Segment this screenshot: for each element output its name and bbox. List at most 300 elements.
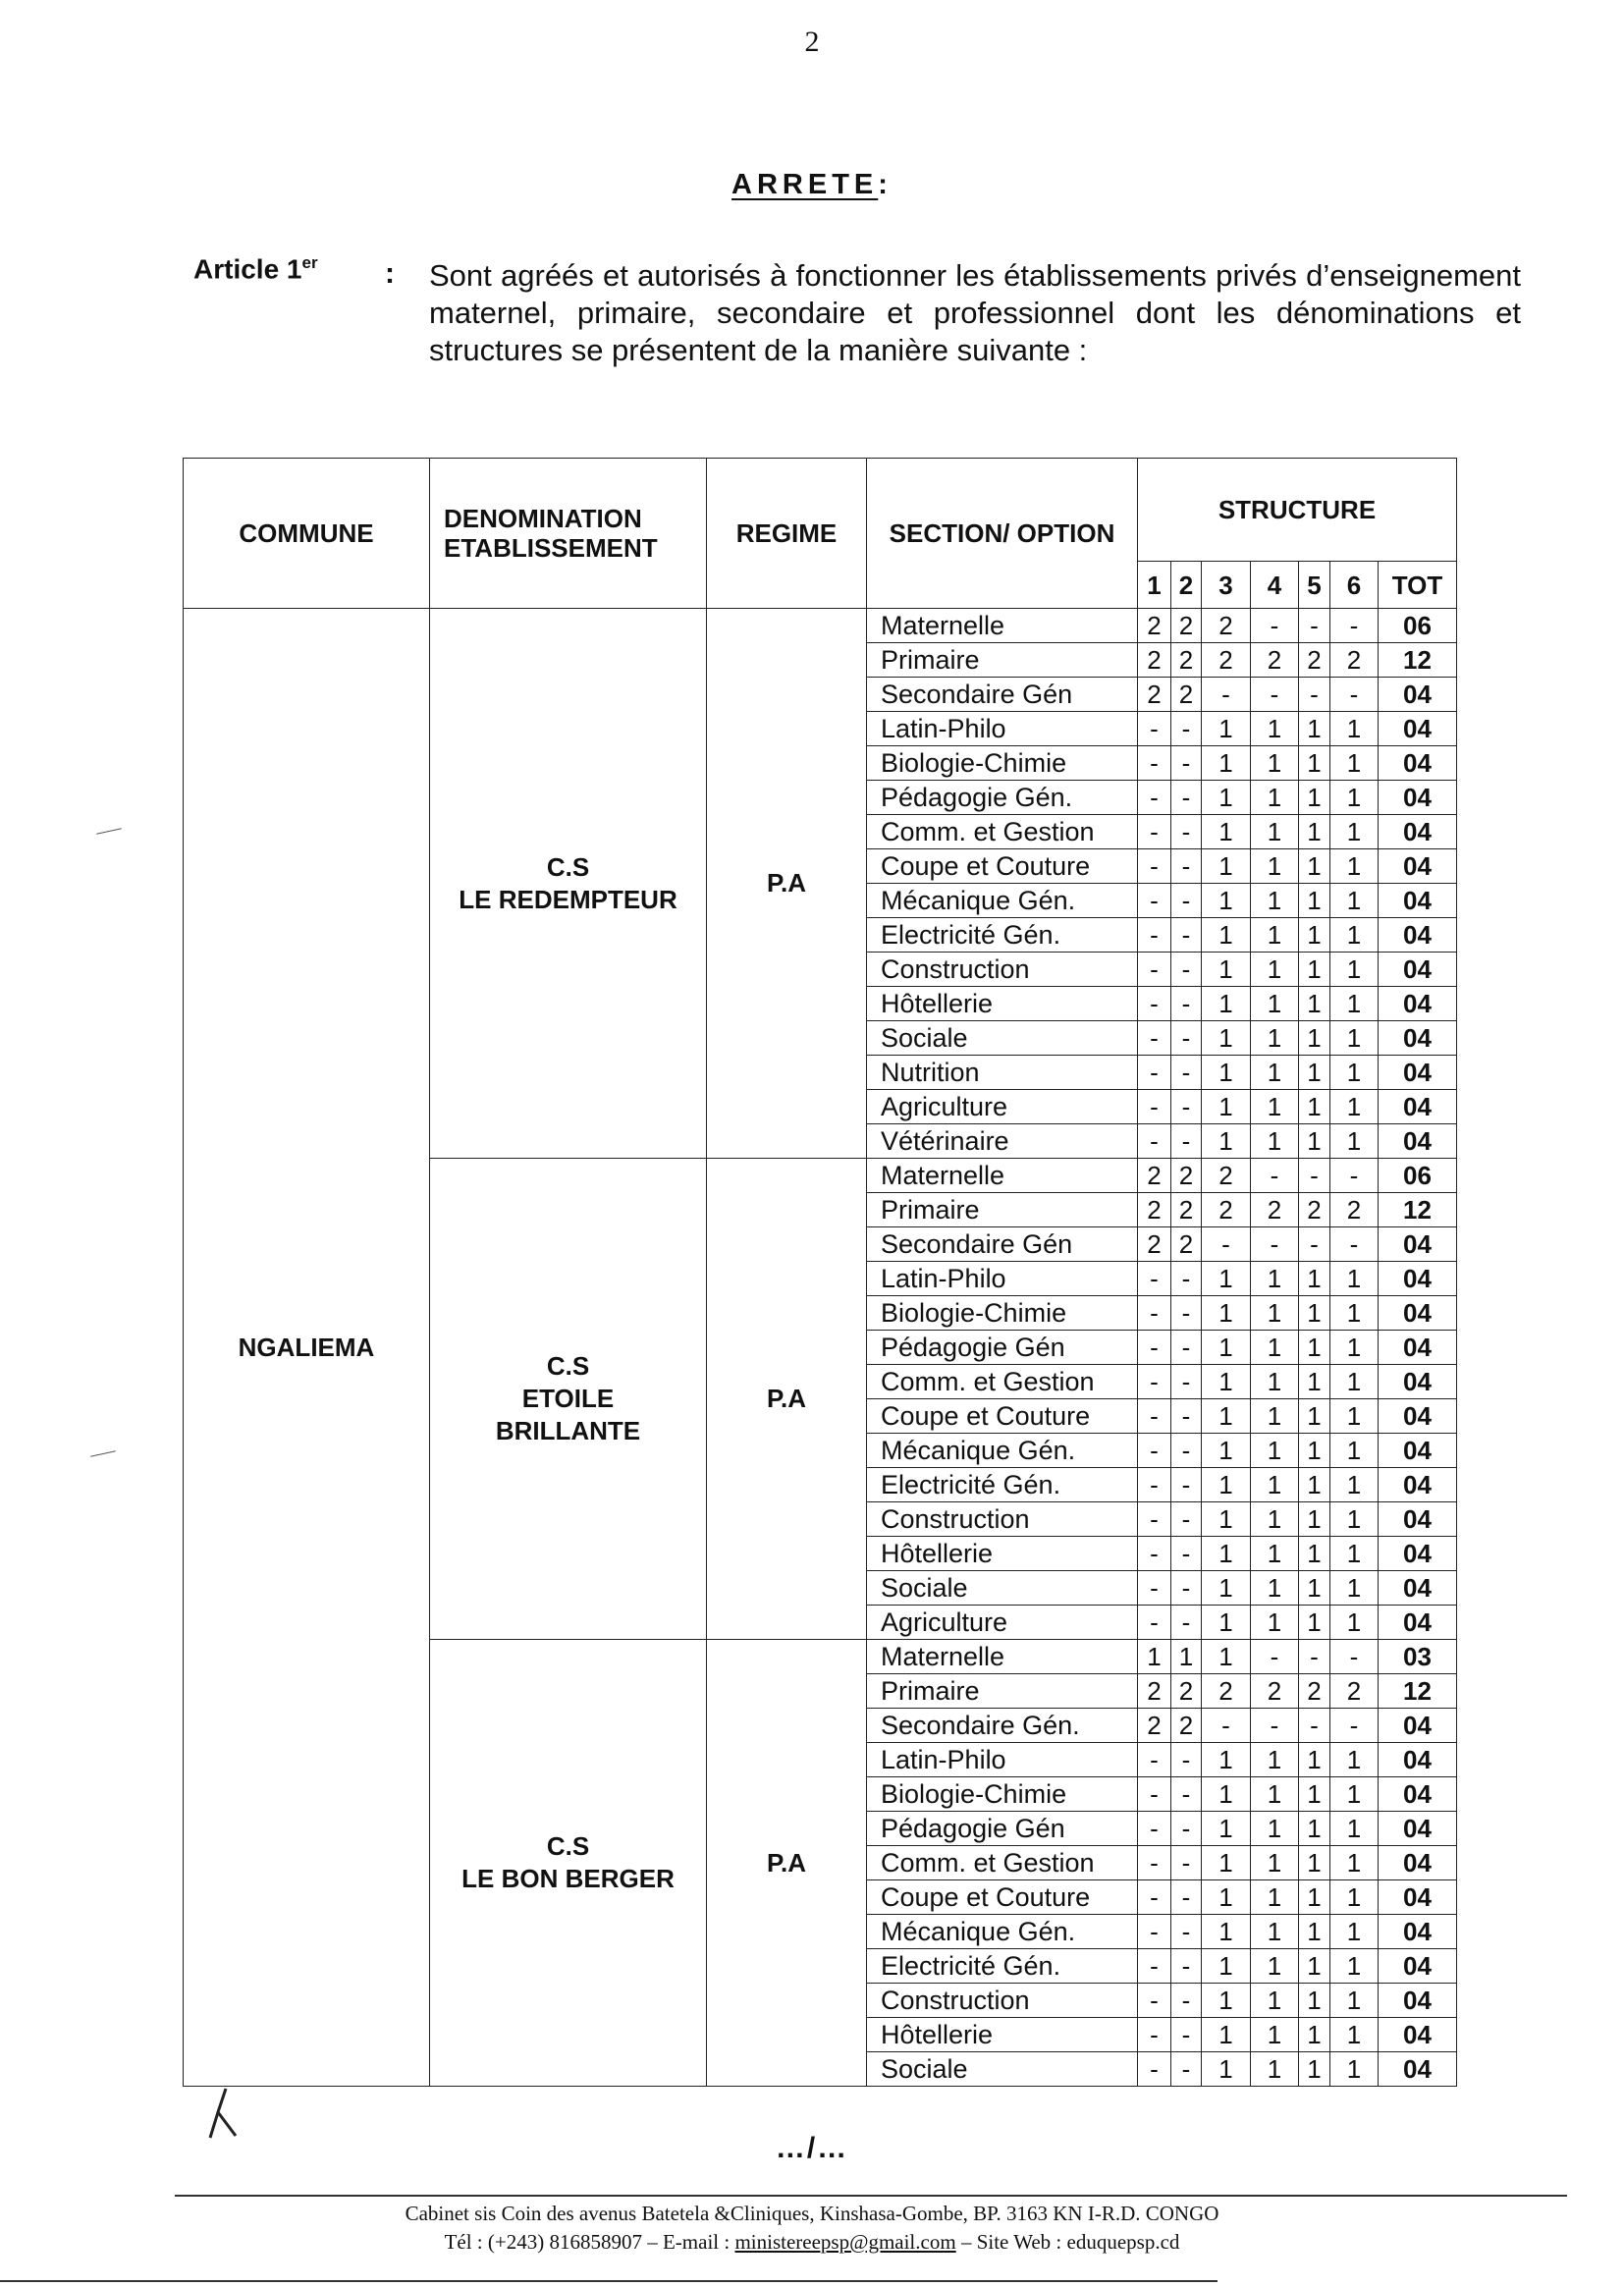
option-cell: Maternelle [867,609,1138,643]
structure-value-cell: - [1171,1056,1202,1090]
structure-value-cell: - [1330,678,1379,712]
option-cell: Hôtellerie [867,987,1138,1021]
structure-value-cell: 1 [1251,1606,1299,1640]
total-cell: 04 [1379,1434,1457,1468]
option-cell: Electricité Gén. [867,1468,1138,1502]
structure-value-cell: 2 [1299,1193,1330,1227]
structure-value-cell: - [1171,849,1202,884]
structure-value-cell: 1 [1202,1915,1251,1949]
margin-mark [90,1450,116,1456]
structure-value-cell: 1 [1202,1468,1251,1502]
structure-value-cell: 1 [1330,1331,1379,1365]
structure-value-cell: 2 [1202,1159,1251,1193]
structure-value-cell: 2 [1202,1193,1251,1227]
structure-value-cell: - [1330,1640,1379,1674]
structure-value-cell: 2 [1299,1674,1330,1709]
structure-value-cell: 1 [1299,1606,1330,1640]
structure-value-cell: 1 [1299,1399,1330,1434]
structure-value-cell: 2 [1202,1674,1251,1709]
total-cell: 04 [1379,1949,1457,1984]
structure-value-cell: 2 [1251,1674,1299,1709]
total-cell: 12 [1379,1193,1457,1227]
structure-value-cell: - [1171,1606,1202,1640]
structure-value-cell: 1 [1202,918,1251,953]
structure-value-cell: 1 [1251,1090,1299,1124]
structure-value-cell: 1 [1299,712,1330,746]
structure-value-cell: - [1171,918,1202,953]
option-cell: Hôtellerie [867,1537,1138,1571]
structure-value-cell: - [1138,1296,1171,1331]
total-cell: 04 [1379,1365,1457,1399]
structure-value-cell: 1 [1202,1262,1251,1296]
structure-value-cell: 2 [1330,643,1379,678]
structure-value-cell: 1 [1251,1777,1299,1812]
total-cell: 04 [1379,1709,1457,1743]
structure-value-cell: 1 [1251,781,1299,815]
structure-value-cell: 1 [1251,1571,1299,1606]
establishment-name-line: LE REDEMPTEUR [459,884,677,914]
structure-value-cell: - [1138,918,1171,953]
structure-value-cell: - [1171,815,1202,849]
structure-value-cell: - [1138,781,1171,815]
structure-value-cell: 1 [1202,1090,1251,1124]
total-cell: 04 [1379,987,1457,1021]
structure-value-cell: - [1171,1365,1202,1399]
header-col-1: 1 [1138,562,1171,609]
structure-value-cell: 1 [1330,953,1379,987]
structure-value-cell: 1 [1202,712,1251,746]
structure-value-cell: 1 [1330,712,1379,746]
structure-value-cell: 1 [1251,1296,1299,1331]
total-cell: 04 [1379,1399,1457,1434]
regime-cell: P.A [707,1159,867,1640]
total-cell: 04 [1379,1331,1457,1365]
structure-value-cell: 1 [1299,1880,1330,1915]
structure-value-cell: - [1171,1502,1202,1537]
structure-value-cell: - [1171,1743,1202,1777]
structure-value-cell: 1 [1299,1262,1330,1296]
establishment-name-cell [430,609,707,1159]
option-cell: Primaire [867,1674,1138,1709]
structure-value-cell: 2 [1171,1674,1202,1709]
structure-value-cell: - [1251,1640,1299,1674]
option-cell: Primaire [867,1193,1138,1227]
option-cell: Vétérinaire [867,1124,1138,1159]
total-cell: 04 [1379,2052,1457,2087]
footer-email-link[interactable]: ministereepsp@gmail.com [734,2230,956,2254]
total-cell: 04 [1379,1777,1457,1812]
structure-value-cell: 1 [1330,1468,1379,1502]
structure-value-cell: - [1171,1434,1202,1468]
structure-value-cell: - [1138,1606,1171,1640]
structure-value-cell: 1 [1299,1812,1330,1846]
structure-value-cell: 1 [1299,1502,1330,1537]
structure-value-cell: 1 [1202,1365,1251,1399]
total-cell: 04 [1379,1606,1457,1640]
structure-value-cell: - [1138,1915,1171,1949]
establishment-name-line: C.S [546,1831,590,1861]
option-cell: Maternelle [867,1640,1138,1674]
total-cell: 04 [1379,1090,1457,1124]
structure-value-cell: 1 [1330,1915,1379,1949]
structure-value-cell: 1 [1299,1090,1330,1124]
structure-value-cell: 1 [1330,815,1379,849]
total-cell: 04 [1379,712,1457,746]
structure-value-cell: 1 [1299,1434,1330,1468]
structure-value-cell: 2 [1330,1674,1379,1709]
structure-value-cell: 1 [1330,1606,1379,1640]
structure-value-cell: - [1171,1021,1202,1056]
structure-value-cell: 2 [1202,609,1251,643]
structure-value-cell: 1 [1202,1331,1251,1365]
option-cell: Pédagogie Gén [867,1331,1138,1365]
article-label-text: Article 1 [193,253,302,285]
structure-value-cell: - [1138,1880,1171,1915]
structure-value-cell: 1 [1202,1537,1251,1571]
structure-value-cell: 1 [1251,1949,1299,1984]
structure-value-cell: 1 [1202,849,1251,884]
structure-value-cell: 1 [1202,1296,1251,1331]
option-cell: Latin-Philo [867,1743,1138,1777]
structure-value-cell: 1 [1299,1056,1330,1090]
option-cell: Construction [867,953,1138,987]
structure-value-cell: 1 [1251,746,1299,781]
structure-value-cell: 1 [1330,746,1379,781]
structure-value-cell: - [1299,609,1330,643]
structure-value-cell: 1 [1299,2052,1330,2087]
article-text: Sont agréés et autorisés à fonctionner les établissements privés d’enseignement maternel, primaire, secondaire et professionnel dont les dénominations et structures se présentent de la manière suivante : [429,258,1521,367]
structure-value-cell: 1 [1330,1949,1379,1984]
header-col-2: 2 [1171,562,1202,609]
option-cell: Secondaire Gén [867,678,1138,712]
structure-value-cell: 2 [1171,609,1202,643]
continuation-mark: …/… [775,2132,849,2164]
total-cell: 12 [1379,643,1457,678]
total-cell: 12 [1379,1674,1457,1709]
structure-value-cell: - [1171,1777,1202,1812]
option-cell: Secondaire Gén [867,1227,1138,1262]
structure-value-cell: 1 [1299,1846,1330,1880]
article-colon: : [385,257,395,290]
total-cell: 04 [1379,1812,1457,1846]
structure-value-cell: 2 [1299,643,1330,678]
structure-value-cell: 1 [1251,1262,1299,1296]
structure-value-cell: 1 [1330,1984,1379,2018]
structure-value-cell: 1 [1299,884,1330,918]
option-cell: Nutrition [867,1056,1138,1090]
structure-value-cell: - [1138,1365,1171,1399]
structure-value-cell: 1 [1330,1399,1379,1434]
structure-value-cell: - [1330,1159,1379,1193]
total-cell: 04 [1379,1262,1457,1296]
structure-value-cell: - [1171,2052,1202,2087]
structure-value-cell: 1 [1202,884,1251,918]
structure-value-cell: 1 [1202,1399,1251,1434]
total-cell: 04 [1379,1124,1457,1159]
option-cell: Maternelle [867,1159,1138,1193]
total-cell: 04 [1379,678,1457,712]
structure-value-cell: 1 [1299,1777,1330,1812]
structure-value-cell: 1 [1251,1021,1299,1056]
footer-address: Cabinet sis Coin des avenus Batetela &Cliniques, Kinshasa-Gombe, BP. 3163 KN I-R.D. CONGO [405,2202,1219,2225]
page-title [0,169,1624,201]
establishment-name-cell [430,1159,707,1640]
structure-value-cell: 1 [1251,815,1299,849]
structure-value-cell: 1 [1202,1021,1251,1056]
structure-value-cell: - [1330,1709,1379,1743]
structure-value-cell: - [1138,2052,1171,2087]
structure-value-cell: 2 [1138,609,1171,643]
structure-table-body [184,609,1457,2087]
structure-value-cell: 1 [1299,1296,1330,1331]
margin-mark [96,828,122,834]
structure-value-cell: 2 [1171,1227,1202,1262]
structure-value-cell: - [1171,1984,1202,2018]
structure-value-cell: 1 [1299,849,1330,884]
structure-value-cell: 1 [1299,1984,1330,2018]
structure-value-cell: 1 [1202,1743,1251,1777]
option-cell: Sociale [867,1571,1138,1606]
structure-value-cell: 1 [1299,918,1330,953]
structure-value-cell: - [1202,678,1251,712]
total-cell: 04 [1379,1468,1457,1502]
structure-value-cell: 2 [1171,1159,1202,1193]
structure-value-cell: 1 [1330,1434,1379,1468]
header-col-3: 3 [1202,562,1251,609]
option-cell: Electricité Gén. [867,918,1138,953]
structure-value-cell: 2 [1171,643,1202,678]
structure-value-cell: 1 [1251,1365,1299,1399]
regime-cell: P.A [707,609,867,1159]
structure-value-cell: - [1251,1159,1299,1193]
structure-value-cell: 2 [1202,643,1251,678]
commune-cell: NGALIEMA [184,609,430,2087]
structure-value-cell: - [1171,2018,1202,2052]
structure-value-cell: 1 [1299,1365,1330,1399]
option-cell: Biologie-Chimie [867,1296,1138,1331]
header-col-tot: TOT [1379,562,1457,609]
structure-value-cell: 1 [1171,1640,1202,1674]
structure-value-cell: - [1171,1949,1202,1984]
structure-value-cell: - [1202,1709,1251,1743]
footer-website: – Site Web : eduquepsp.cd [960,2230,1180,2254]
total-cell: 04 [1379,1915,1457,1949]
structure-value-cell: - [1138,1846,1171,1880]
structure-value-cell: 1 [1330,1296,1379,1331]
structure-value-cell: 1 [1330,1021,1379,1056]
structure-value-cell: 1 [1251,1331,1299,1365]
structure-value-cell: 1 [1299,1915,1330,1949]
structure-value-cell: - [1138,1812,1171,1846]
structure-value-cell: - [1138,1434,1171,1468]
structure-value-cell: - [1138,1262,1171,1296]
structure-value-cell: 1 [1202,2052,1251,2087]
option-cell: Comm. et Gestion [867,815,1138,849]
structure-value-cell: - [1138,1124,1171,1159]
option-cell: Construction [867,1502,1138,1537]
structure-value-cell: 2 [1138,1193,1171,1227]
structure-value-cell: - [1138,1399,1171,1434]
structure-value-cell: 1 [1330,781,1379,815]
structure-value-cell: 1 [1299,1021,1330,1056]
structure-value-cell: - [1138,1090,1171,1124]
structure-value-cell: - [1251,1227,1299,1262]
total-cell: 04 [1379,1021,1457,1056]
total-cell: 06 [1379,609,1457,643]
structure-value-cell: 2 [1138,1709,1171,1743]
structure-value-cell: 1 [1299,815,1330,849]
title-text: ARRETE [731,169,879,200]
structure-value-cell: 2 [1171,1193,1202,1227]
structure-value-cell: 2 [1171,1709,1202,1743]
structure-value-cell: - [1171,712,1202,746]
structure-value-cell: 2 [1138,1674,1171,1709]
header-col-6: 6 [1330,562,1379,609]
total-cell: 04 [1379,849,1457,884]
structure-value-cell: 1 [1299,1537,1330,1571]
structure-value-cell: 1 [1202,815,1251,849]
structure-value-cell: 1 [1202,1880,1251,1915]
total-cell: 06 [1379,1159,1457,1193]
structure-value-cell: 1 [1138,1640,1171,1674]
option-cell: Hôtellerie [867,2018,1138,2052]
structure-value-cell: 1 [1330,1502,1379,1537]
structure-value-cell: 1 [1251,2052,1299,2087]
structure-value-cell: - [1138,849,1171,884]
footer-email-label: – E-mail : [647,2230,731,2254]
structure-value-cell: 1 [1202,746,1251,781]
structure-value-cell: 1 [1251,849,1299,884]
header-col-5: 5 [1299,562,1330,609]
structure-value-cell: - [1138,1468,1171,1502]
structure-value-cell: 1 [1330,2018,1379,2052]
structure-value-cell: 1 [1330,884,1379,918]
structure-value-cell: - [1171,746,1202,781]
structure-value-cell: 1 [1299,953,1330,987]
structure-value-cell: - [1171,1468,1202,1502]
structure-value-cell: - [1138,1571,1171,1606]
structure-value-cell: 1 [1251,2018,1299,2052]
option-cell: Agriculture [867,1606,1138,1640]
structure-value-cell: - [1138,1331,1171,1365]
structure-value-cell: - [1138,1777,1171,1812]
establishment-name-cell [430,1640,707,2087]
structure-value-cell: - [1251,678,1299,712]
structure-value-cell: 1 [1299,746,1330,781]
total-cell: 04 [1379,1846,1457,1880]
structure-value-cell: 1 [1299,1571,1330,1606]
structure-value-cell: 1 [1202,1846,1251,1880]
structure-value-cell: 1 [1330,1571,1379,1606]
structure-value-cell: 2 [1138,678,1171,712]
structure-value-cell: - [1299,1640,1330,1674]
structure-value-cell: - [1330,1227,1379,1262]
structure-value-cell: - [1138,953,1171,987]
title-suffix: : [878,169,893,200]
total-cell: 03 [1379,1640,1457,1674]
structure-value-cell: 1 [1251,1743,1299,1777]
structure-value-cell: 1 [1202,1606,1251,1640]
establishment-name-line: LE BON BERGER [461,1864,675,1893]
option-cell: Comm. et Gestion [867,1365,1138,1399]
structure-value-cell: 1 [1299,1331,1330,1365]
header-section-option: SECTION/ OPTION [867,459,1138,609]
option-cell: Primaire [867,643,1138,678]
structure-value-cell: - [1171,1915,1202,1949]
structure-value-cell: - [1171,1399,1202,1434]
structure-value-cell: 1 [1251,884,1299,918]
structure-value-cell: - [1299,678,1330,712]
structure-value-cell: 1 [1202,781,1251,815]
structure-value-cell: 1 [1251,1537,1299,1571]
structure-value-cell: 1 [1251,1812,1299,1846]
structure-value-cell: 2 [1251,1193,1299,1227]
structure-value-cell: 1 [1330,1743,1379,1777]
structure-value-cell: 1 [1251,1468,1299,1502]
option-cell: Coupe et Couture [867,849,1138,884]
structure-value-cell: 1 [1202,1434,1251,1468]
article-label-sup: er [301,253,318,272]
structure-value-cell: 1 [1251,1399,1299,1434]
structure-value-cell: - [1299,1709,1330,1743]
footer-contact [0,2228,1624,2257]
structure-value-cell: 1 [1251,1984,1299,2018]
total-cell: 04 [1379,1296,1457,1331]
structure-value-cell: 1 [1202,987,1251,1021]
structure-value-cell: - [1171,1262,1202,1296]
footer-phone: Tél : (+243) 816858907 [444,2230,642,2254]
structure-value-cell: - [1138,1743,1171,1777]
structure-value-cell: 1 [1330,1365,1379,1399]
total-cell: 04 [1379,1056,1457,1090]
structure-value-cell: - [1138,1949,1171,1984]
structure-value-cell: - [1330,609,1379,643]
structure-value-cell: - [1171,1124,1202,1159]
option-cell: Comm. et Gestion [867,1846,1138,1880]
structure-value-cell: - [1138,884,1171,918]
structure-value-cell: 1 [1299,1949,1330,1984]
structure-value-cell: 1 [1202,953,1251,987]
structure-value-cell: 1 [1202,1502,1251,1537]
structure-value-cell: 1 [1330,1056,1379,1090]
page-number: 2 [804,26,820,58]
structure-value-cell: 1 [1202,1777,1251,1812]
option-cell: Secondaire Gén. [867,1709,1138,1743]
total-cell: 04 [1379,884,1457,918]
total-cell: 04 [1379,746,1457,781]
structure-value-cell: 1 [1202,1056,1251,1090]
total-cell: 04 [1379,1984,1457,2018]
structure-value-cell: - [1299,1227,1330,1262]
structure-value-cell: - [1171,1537,1202,1571]
structure-value-cell: 1 [1251,1056,1299,1090]
structure-value-cell: 1 [1330,1880,1379,1915]
option-cell: Mécanique Gén. [867,1434,1138,1468]
total-cell: 04 [1379,1571,1457,1606]
structure-value-cell: 1 [1251,712,1299,746]
structure-value-cell: 1 [1251,1124,1299,1159]
header-commune: COMMUNE [184,459,430,609]
establishment-name-line: BRILLANTE [495,1416,641,1445]
structure-value-cell: - [1171,1846,1202,1880]
option-cell: Latin-Philo [867,1262,1138,1296]
structure-value-cell: - [1251,1709,1299,1743]
option-cell: Coupe et Couture [867,1399,1138,1434]
structure-value-cell: - [1138,1984,1171,2018]
establishment-name-line: ETOILE [521,1384,615,1413]
option-cell: Pédagogie Gén [867,1812,1138,1846]
total-cell: 04 [1379,1537,1457,1571]
